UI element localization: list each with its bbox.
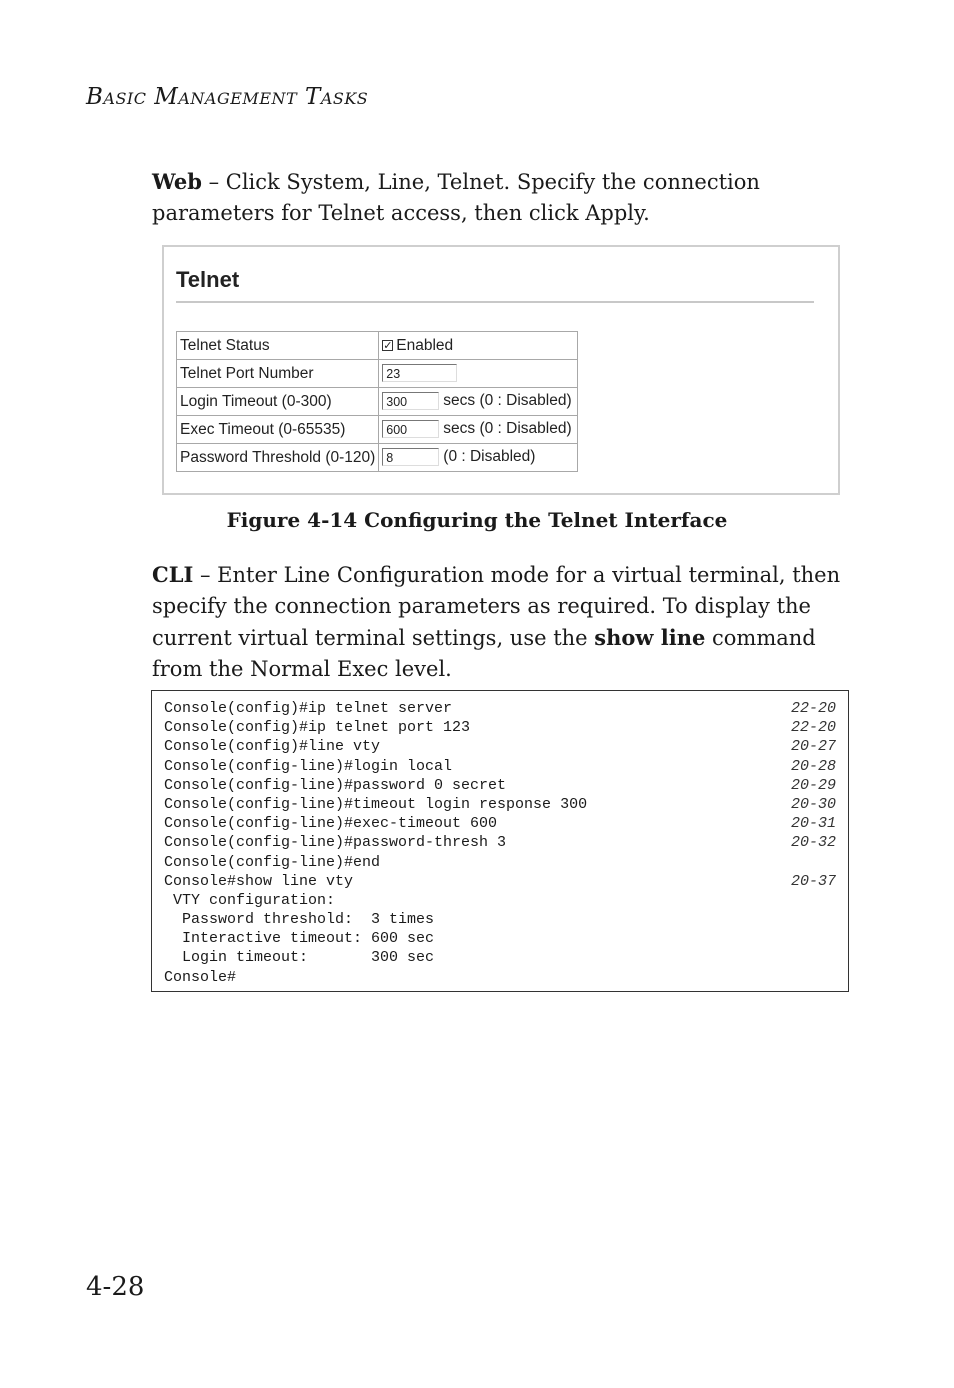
telnet-status-label: Telnet Status: [177, 332, 379, 360]
code-command: Console(config-line)#login local: [164, 757, 453, 775]
web-text: – Click System, Line, Telnet. Specify the connection parameters for Telnet access, then click Apply.: [152, 170, 760, 225]
enabled-label: Enabled: [396, 336, 454, 354]
code-reference: 20-31: [790, 815, 836, 833]
login-timeout-input[interactable]: 300: [382, 392, 439, 410]
row-login-timeout: [177, 388, 578, 416]
login-timeout-cell: [379, 388, 578, 416]
running-header: [86, 84, 368, 110]
code-command: Console(config)#line vty: [164, 738, 381, 756]
code-line: [164, 968, 836, 987]
code-command: Password threshold: 3 times: [164, 911, 435, 929]
row-password-threshold: [177, 444, 578, 472]
password-threshold-hint: (0 : Disabled): [443, 448, 536, 466]
telnet-screenshot: [162, 245, 840, 495]
code-reference: 20-29: [790, 776, 836, 794]
telnet-port-label: Telnet Port Number: [177, 360, 379, 388]
row-exec-timeout: [177, 416, 578, 444]
header-word-management: ANAGEMENT: [178, 89, 298, 108]
telnet-status-cell: [379, 332, 578, 360]
code-command: Console(config)#ip telnet server: [164, 700, 453, 717]
login-timeout-label: Login Timeout (0-300): [177, 388, 379, 416]
exec-timeout-label: Exec Timeout (0-65535): [177, 416, 379, 444]
password-threshold-cell: [379, 444, 578, 472]
title-divider: [176, 301, 814, 303]
header-initial-m: M: [154, 84, 179, 110]
code-line: [164, 757, 836, 776]
exec-timeout-hint: secs (0 : Disabled): [443, 420, 572, 438]
code-reference: 22-20: [790, 700, 836, 717]
code-command: Console(config-line)#password-thresh 3: [164, 834, 507, 852]
password-threshold-label: Password Threshold (0-120): [177, 444, 379, 472]
code-command: Interactive timeout: 600 sec: [164, 930, 435, 948]
telnet-title: Telnet: [176, 267, 240, 292]
cli-text-1: – Enter Line Configuration mode for a virtual terminal, then specify the connection parameters as required. To display the current virtual terminal settings, use the: [152, 563, 841, 650]
exec-timeout-cell: [379, 416, 578, 444]
code-command: Console(config-line)#password 0 secret: [164, 776, 507, 794]
code-reference: 20-32: [790, 834, 836, 852]
cli-label: CLI: [152, 562, 194, 587]
code-line: [164, 737, 836, 756]
figure-caption: Figure 4-14 Configuring the Telnet Interface: [226, 508, 728, 532]
code-line: [164, 776, 836, 795]
telnet-port-input[interactable]: 23: [382, 364, 457, 382]
header-word-tasks: ASKS: [320, 89, 369, 108]
web-label: Web: [152, 169, 202, 194]
row-telnet-status: [177, 332, 578, 360]
code-line: [164, 814, 836, 833]
row-telnet-port: [177, 360, 578, 388]
code-line: [164, 929, 836, 948]
header-initial-t: T: [304, 84, 321, 110]
cli-text-2: command from the Normal Exec level.: [152, 626, 816, 681]
code-line: [164, 948, 836, 967]
code-command: Login timeout: 300 sec: [164, 949, 435, 967]
code-command: VTY configuration:: [164, 891, 336, 909]
code-line: [164, 891, 836, 910]
show-line-command: show line: [594, 625, 706, 650]
code-reference: 22-20: [790, 719, 836, 737]
code-command: Console(config-line)#end: [164, 853, 381, 871]
code-reference: 20-30: [790, 795, 836, 813]
code-command: Console(config-line)#timeout login response 300: [164, 795, 588, 813]
web-paragraph: [152, 166, 852, 229]
code-command: Console#show line vty: [164, 872, 354, 890]
page-number: 4-28: [86, 1272, 145, 1302]
code-command: Console#: [164, 968, 237, 986]
exec-timeout-input[interactable]: 600: [382, 420, 439, 438]
code-reference: 20-37: [790, 872, 836, 890]
code-line: [164, 853, 836, 872]
header-word-basic: ASIC: [103, 89, 147, 108]
code-line: [164, 872, 836, 891]
cli-paragraph: [152, 559, 852, 685]
code-reference: 20-27: [790, 738, 836, 756]
cli-code-block: [151, 690, 849, 992]
code-reference: 20-28: [790, 757, 836, 775]
code-command: Console(config-line)#exec-timeout 600: [164, 815, 498, 833]
code-line: [164, 795, 836, 814]
enabled-checkbox[interactable]: ✓: [383, 339, 393, 352]
login-timeout-hint: secs (0 : Disabled): [443, 392, 572, 410]
telnet-port-cell: [379, 360, 578, 388]
code-line: [164, 718, 836, 737]
code-line: [164, 699, 836, 718]
header-initial-b: B: [86, 84, 104, 110]
telnet-settings-table: [176, 331, 578, 472]
code-line: [164, 833, 836, 852]
code-command: Console(config)#ip telnet port 123: [164, 719, 471, 737]
password-threshold-input[interactable]: 8: [382, 448, 439, 466]
code-line: [164, 910, 836, 929]
